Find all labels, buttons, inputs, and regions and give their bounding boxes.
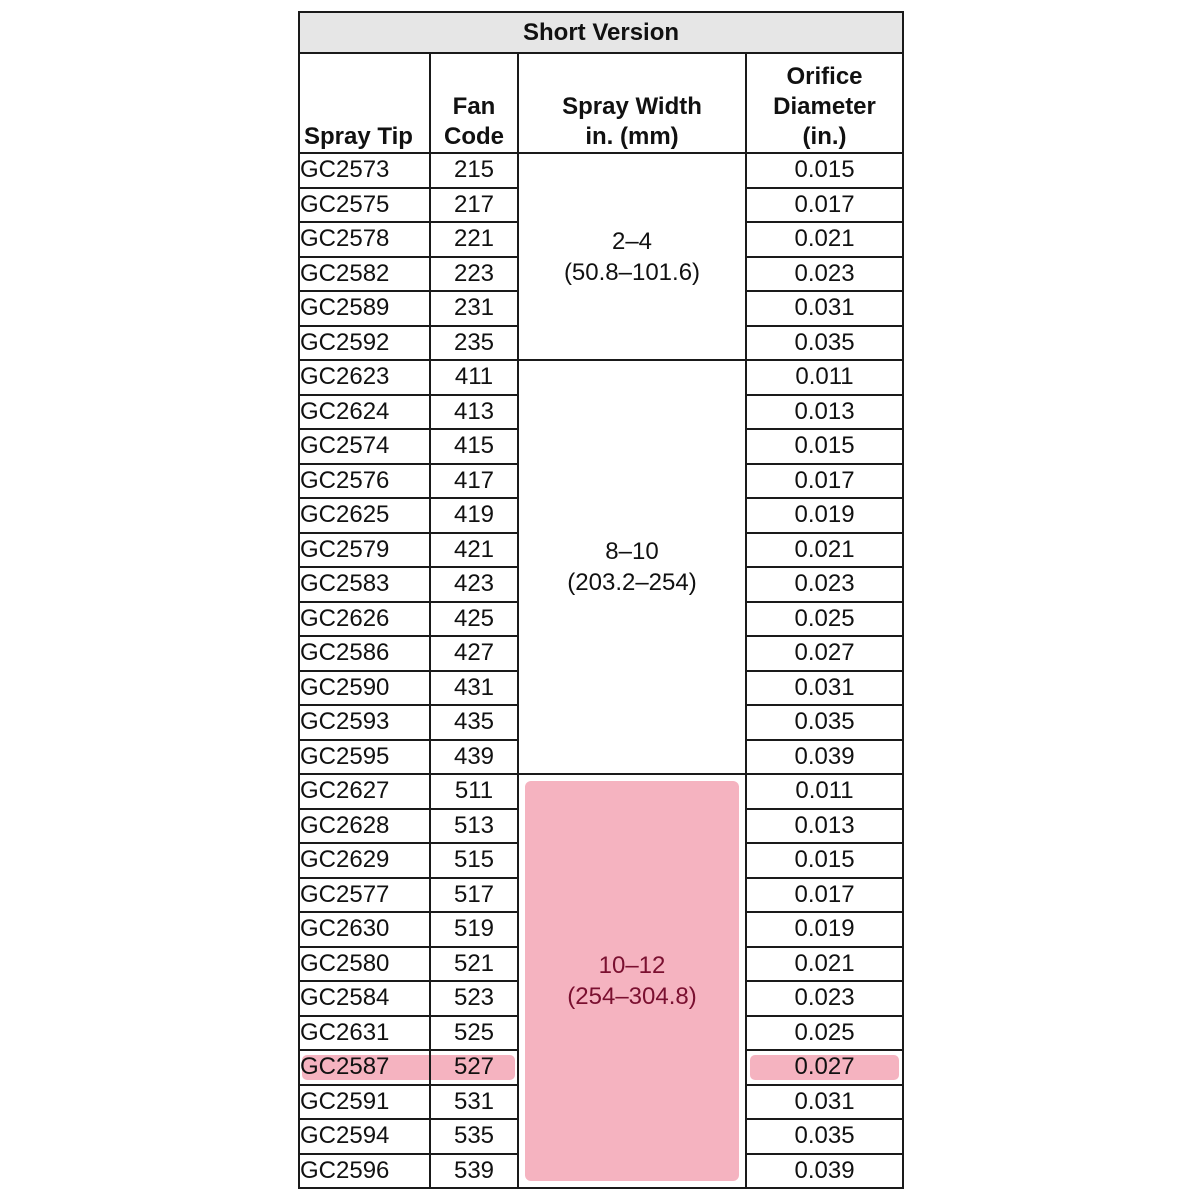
- fan-code-value: 419: [453, 501, 495, 529]
- cell-orifice-diameter: [746, 774, 903, 809]
- fan-code-value: 539: [453, 1156, 495, 1184]
- cell-fan-code: [430, 947, 518, 982]
- header-fan-code-line-2: Code: [444, 123, 504, 150]
- cell-fan-code: [430, 326, 518, 361]
- table-row: [299, 360, 903, 395]
- header-spray-tip: [299, 53, 430, 153]
- header-spray-width-line-2: in. (mm): [585, 123, 679, 150]
- cell-spray-tip: [299, 498, 430, 533]
- spray-tip-value: GC2575: [300, 190, 390, 218]
- cell-spray-tip: [299, 843, 430, 878]
- fan-code-value: 421: [453, 535, 495, 563]
- orifice-value: 0.013: [794, 811, 855, 839]
- cell-fan-code: [430, 774, 518, 809]
- table-body: [299, 153, 903, 1188]
- header-spray-width-line-1: Spray Width: [562, 93, 702, 120]
- cell-spray-tip: [299, 395, 430, 430]
- header-spray-width: [518, 53, 746, 153]
- cell-spray-tip: [299, 533, 430, 568]
- cell-fan-code: [430, 222, 518, 257]
- fan-code-value: 515: [453, 846, 495, 874]
- cell-orifice-diameter: [746, 1016, 903, 1051]
- spray-tip-value: GC2573: [300, 156, 390, 184]
- header-orifice-line-3: (in.): [802, 123, 847, 150]
- cell-spray-tip: [299, 464, 430, 499]
- cell-spray-tip: [299, 1016, 430, 1051]
- cell-orifice-diameter: [746, 257, 903, 292]
- header-fan-code: [430, 53, 518, 153]
- orifice-value: 0.021: [794, 949, 855, 977]
- spray-tip-value: GC2576: [300, 466, 390, 494]
- spray-tip-value: GC2589: [300, 294, 390, 322]
- cell-spray-tip: [299, 1085, 430, 1120]
- spray-tip-value: GC2579: [300, 535, 390, 563]
- cell-spray-tip: [299, 429, 430, 464]
- orifice-value: 0.013: [794, 397, 855, 425]
- cell-orifice-diameter: [746, 809, 903, 844]
- cell-fan-code: [430, 360, 518, 395]
- orifice-value: 0.019: [794, 501, 855, 529]
- cell-fan-code: [430, 878, 518, 913]
- cell-fan-code: [430, 705, 518, 740]
- cell-orifice-diameter: [746, 1050, 903, 1085]
- spray-width-mm: (254–304.8): [567, 983, 697, 1010]
- fan-code-value: 527: [453, 1053, 495, 1081]
- cell-orifice-diameter: [746, 222, 903, 257]
- cell-orifice-diameter: [746, 602, 903, 637]
- cell-fan-code: [430, 429, 518, 464]
- cell-fan-code: [430, 740, 518, 775]
- header-orifice-line-2: Diameter: [773, 93, 876, 120]
- spray-tip-value: GC2624: [300, 397, 390, 425]
- fan-code-value: 513: [453, 811, 495, 839]
- fan-code-value: 217: [453, 190, 495, 218]
- orifice-value: 0.031: [794, 1087, 855, 1115]
- cell-spray-width: [518, 774, 746, 1188]
- spray-tip-value: GC2596: [300, 1156, 390, 1184]
- orifice-value: 0.019: [794, 915, 855, 943]
- spray-tip-value: GC2578: [300, 225, 390, 253]
- orifice-value: 0.031: [794, 294, 855, 322]
- orifice-value: 0.035: [794, 328, 855, 356]
- cell-spray-tip: [299, 188, 430, 223]
- spray-tip-value: GC2583: [300, 570, 390, 598]
- cell-fan-code: [430, 843, 518, 878]
- orifice-value: 0.025: [794, 1018, 855, 1046]
- header-fan-code-line-1: Fan: [452, 93, 496, 120]
- spray-tip-chart: [298, 11, 902, 1188]
- orifice-value: 0.015: [794, 432, 855, 460]
- cell-orifice-diameter: [746, 1119, 903, 1154]
- fan-code-value: 439: [453, 742, 495, 770]
- spray-tip-value: GC2593: [300, 708, 390, 736]
- cell-orifice-diameter: [746, 740, 903, 775]
- fan-code-value: 531: [453, 1087, 495, 1115]
- spray-tip-value: GC2630: [300, 915, 390, 943]
- table-title: Short Version: [299, 12, 903, 53]
- orifice-value: 0.017: [794, 190, 855, 218]
- orifice-value: 0.011: [795, 363, 854, 391]
- cell-spray-width: [518, 360, 746, 774]
- spray-tip-value: GC2623: [300, 363, 390, 391]
- header-spray-tip-label: Spray Tip: [304, 123, 413, 150]
- cell-spray-tip: [299, 326, 430, 361]
- orifice-value: 0.039: [794, 1156, 855, 1184]
- table-row: [299, 774, 903, 809]
- cell-orifice-diameter: [746, 360, 903, 395]
- orifice-value: 0.021: [794, 225, 855, 253]
- spray-width-inches: 2–4: [611, 227, 653, 255]
- spray-tip-value: GC2591: [300, 1087, 390, 1115]
- spray-tip-value: GC2577: [300, 880, 390, 908]
- spray-tip-value: GC2574: [300, 432, 390, 460]
- orifice-value: 0.011: [795, 777, 854, 805]
- cell-fan-code: [430, 533, 518, 568]
- cell-spray-tip: [299, 1119, 430, 1154]
- orifice-value: 0.031: [794, 673, 855, 701]
- fan-code-value: 523: [453, 984, 495, 1012]
- orifice-value: 0.023: [794, 259, 855, 287]
- cell-spray-tip: [299, 360, 430, 395]
- cell-spray-tip: [299, 1050, 430, 1085]
- cell-fan-code: [430, 291, 518, 326]
- fan-code-value: 511: [454, 777, 494, 805]
- cell-orifice-diameter: [746, 705, 903, 740]
- orifice-value: 0.017: [794, 880, 855, 908]
- cell-orifice-diameter: [746, 326, 903, 361]
- cell-spray-tip: [299, 153, 430, 188]
- cell-orifice-diameter: [746, 636, 903, 671]
- cell-orifice-diameter: [746, 912, 903, 947]
- cell-fan-code: [430, 498, 518, 533]
- spray-tip-value: GC2627: [300, 777, 390, 805]
- fan-code-value: 413: [453, 397, 495, 425]
- orifice-value: 0.023: [794, 984, 855, 1012]
- cell-spray-tip: [299, 740, 430, 775]
- cell-orifice-diameter: [746, 464, 903, 499]
- cell-spray-tip: [299, 981, 430, 1016]
- cell-spray-tip: [299, 602, 430, 637]
- cell-orifice-diameter: [746, 498, 903, 533]
- header-orifice-line-1: Orifice: [786, 63, 863, 90]
- cell-spray-tip: [299, 257, 430, 292]
- spray-tip-value: GC2631: [300, 1018, 390, 1046]
- cell-fan-code: [430, 188, 518, 223]
- cell-spray-tip: [299, 878, 430, 913]
- cell-spray-tip: [299, 774, 430, 809]
- orifice-value: 0.027: [794, 639, 855, 667]
- cell-orifice-diameter: [746, 188, 903, 223]
- orifice-value: 0.017: [794, 466, 855, 494]
- spray-tip-value: GC2594: [300, 1122, 390, 1150]
- cell-fan-code: [430, 671, 518, 706]
- spray-tip-value: GC2592: [300, 328, 390, 356]
- fan-code-value: 425: [453, 604, 495, 632]
- spray-width-mm: (50.8–101.6): [563, 258, 701, 286]
- cell-fan-code: [430, 567, 518, 602]
- fan-code-value: 519: [453, 915, 495, 943]
- spray-tip-value: GC2587: [300, 1053, 390, 1081]
- fan-code-value: 427: [453, 639, 495, 667]
- cell-orifice-diameter: [746, 843, 903, 878]
- cell-spray-tip: [299, 567, 430, 602]
- cell-spray-tip: [299, 912, 430, 947]
- fan-code-value: 431: [453, 673, 495, 701]
- spray-tip-value: GC2626: [300, 604, 390, 632]
- cell-fan-code: [430, 602, 518, 637]
- cell-orifice-diameter: [746, 878, 903, 913]
- cell-fan-code: [430, 153, 518, 188]
- orifice-value: 0.039: [794, 742, 855, 770]
- fan-code-value: 221: [453, 225, 495, 253]
- cell-orifice-diameter: [746, 567, 903, 602]
- fan-code-value: 435: [453, 708, 495, 736]
- column-header-row: [299, 53, 903, 153]
- cell-spray-tip: [299, 947, 430, 982]
- orifice-value: 0.035: [794, 708, 855, 736]
- orifice-value: 0.015: [794, 156, 855, 184]
- fan-code-value: 215: [453, 156, 495, 184]
- header-orifice-diameter: [746, 53, 903, 153]
- spray-width-inches: 8–10: [605, 538, 659, 565]
- fan-code-value: 223: [453, 259, 495, 287]
- spray-tip-value: GC2586: [300, 639, 390, 667]
- cell-spray-width: [518, 153, 746, 360]
- fan-code-value: 415: [453, 432, 495, 460]
- cell-fan-code: [430, 636, 518, 671]
- spray-width-inches: 10–12: [598, 952, 666, 979]
- fan-code-value: 235: [453, 328, 495, 356]
- fan-code-value: 521: [453, 949, 495, 977]
- spray-tip-value: GC2595: [300, 742, 390, 770]
- cell-orifice-diameter: [746, 533, 903, 568]
- spray-width-highlight: [525, 781, 739, 1181]
- orifice-value: 0.027: [794, 1053, 855, 1081]
- orifice-value: 0.023: [794, 570, 855, 598]
- cell-fan-code: [430, 464, 518, 499]
- cell-spray-tip: [299, 809, 430, 844]
- orifice-value: 0.025: [794, 604, 855, 632]
- fan-code-value: 411: [454, 363, 494, 391]
- fan-code-value: 423: [453, 570, 495, 598]
- spray-tip-value: GC2590: [300, 673, 390, 701]
- cell-fan-code: [430, 1119, 518, 1154]
- spray-tip-value: GC2580: [300, 949, 390, 977]
- spray-tip-value: GC2582: [300, 259, 390, 287]
- table-title-row: [299, 12, 903, 53]
- cell-orifice-diameter: [746, 291, 903, 326]
- fan-code-value: 417: [453, 466, 495, 494]
- cell-spray-tip: [299, 1154, 430, 1189]
- cell-orifice-diameter: [746, 153, 903, 188]
- cell-spray-tip: [299, 636, 430, 671]
- cell-fan-code: [430, 981, 518, 1016]
- fan-code-value: 525: [453, 1018, 495, 1046]
- cell-fan-code: [430, 1154, 518, 1189]
- cell-spray-tip: [299, 291, 430, 326]
- fan-code-value: 517: [453, 880, 495, 908]
- cell-spray-tip: [299, 671, 430, 706]
- orifice-value: 0.035: [794, 1122, 855, 1150]
- orifice-value: 0.015: [794, 846, 855, 874]
- cell-orifice-diameter: [746, 981, 903, 1016]
- cell-spray-tip: [299, 222, 430, 257]
- orifice-value: 0.021: [794, 535, 855, 563]
- cell-orifice-diameter: [746, 1154, 903, 1189]
- cell-orifice-diameter: [746, 671, 903, 706]
- spray-width-mm: (203.2–254): [567, 569, 697, 596]
- spray-tip-table: [298, 11, 904, 1189]
- cell-fan-code: [430, 1085, 518, 1120]
- cell-fan-code: [430, 395, 518, 430]
- cell-orifice-diameter: [746, 1085, 903, 1120]
- fan-code-value: 231: [453, 294, 495, 322]
- fan-code-value: 535: [453, 1122, 495, 1150]
- cell-orifice-diameter: [746, 429, 903, 464]
- cell-fan-code: [430, 1050, 518, 1085]
- spray-tip-value: GC2628: [300, 811, 390, 839]
- spray-tip-value: GC2584: [300, 984, 390, 1012]
- cell-orifice-diameter: [746, 947, 903, 982]
- spray-tip-value: GC2625: [300, 501, 390, 529]
- cell-spray-tip: [299, 705, 430, 740]
- cell-fan-code: [430, 257, 518, 292]
- cell-fan-code: [430, 912, 518, 947]
- spray-tip-value: GC2629: [300, 846, 390, 874]
- cell-orifice-diameter: [746, 395, 903, 430]
- cell-fan-code: [430, 1016, 518, 1051]
- cell-fan-code: [430, 809, 518, 844]
- table-row: [299, 153, 903, 188]
